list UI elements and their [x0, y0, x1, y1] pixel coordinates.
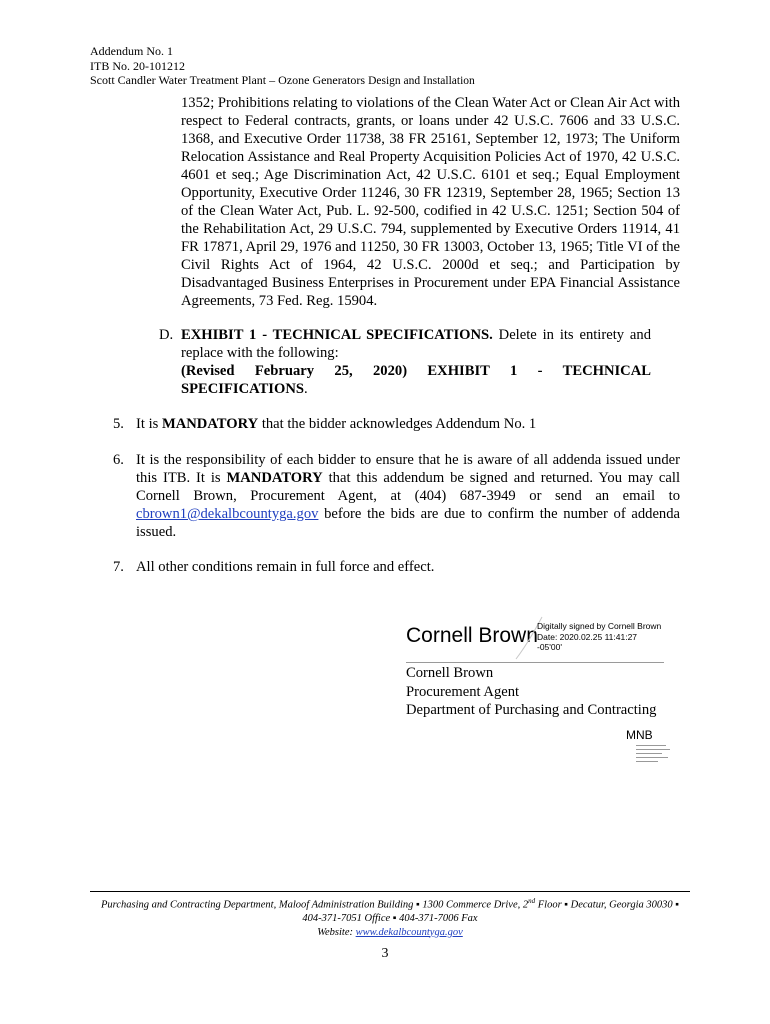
document-header — [90, 44, 475, 89]
continued-paragraph: 1352; Prohibitions relating to violations of the Clean Water Act or Clean Air Act with respect to Federal contracts, grants, or loans under 42 U.S.C. 7606 and 33 U.S.C. 1368, and Executive Order 11738, 38 FR 25161, September 12, 1973; The Uniform Relocation Assistance and Real Property Acquisition Policies Act of 1970, 42 U.S.C. 4601 et seq.; Age Discrimination Act, 42 U.S.C. 6101 et seq.; Equal Employment Opportunity, Executive Order 11246, 30 FR 12319, September 28, 1965; Section 13 of the Clean Water Act, Pub. L. 92-500, codified in 42 U.S.C. 1251; Section 504 of the Rehabilitation Act, 29 U.S.C. 794, supplemented by Executive Orders 11914, 41 FR 17871, April 29, 1976 and 11250, 30 FR 13003, October 13, 1965; Title VI of the Civil Rights Act of 1964, 42 U.S.C. 2000d et seq.; and Participation by Disadvantaged Business Enterprises in Procurement under EPA Financial Assistance Agreements, 73 Fed. Reg. 15904. — [181, 95, 680, 309]
item-6-number: 6. — [113, 452, 124, 468]
signer-block — [406, 664, 656, 720]
initials-signature-detail — [636, 745, 672, 765]
item-d-text: EXHIBIT 1 - TECHNICAL SPECIFICATIONS. Delete in its entirety and replace with the following: (Revised February 25, 2020) EXHIBIT 1 - TECHNICAL SPECIFICATIONS. — [181, 327, 651, 397]
signer-name: Cornell Brown — [406, 665, 494, 681]
page-footer — [90, 895, 690, 939]
footer-website: Website: www.dekalbcountyga.gov — [317, 926, 463, 938]
item-5-text: It is MANDATORY that the bidder acknowledges Addendum No. 1 — [136, 416, 537, 432]
email-link[interactable]: cbrown1@dekalbcountyga.gov — [136, 506, 319, 522]
itb-number: ITB No. 20-101212 — [90, 58, 185, 73]
signer-title: Procurement Agent — [406, 683, 520, 700]
item-6-text: It is the responsibility of each bidder to ensure that he is aware of all addenda issued under this ITB. It is MANDATORY that this addendum be signed and returned. You may call Cornell Brown, Procurement Agent, at (404) 687-3949 or send an email to cbrown1@dekalbcountyga.gov before the bids are due to confirm the number of addenda issued. — [136, 452, 680, 540]
initials-stamp: MNB — [626, 728, 653, 742]
footer-divider — [90, 891, 690, 892]
digital-signature-meta: Digitally signed by Cornell Brown Date: 2020.02.25 11:41:27 -05'00' — [537, 621, 662, 652]
project-title: Scott Candler Water Treatment Plant – Ozone Generators Design and Installation — [90, 73, 475, 87]
item-7-number: 7. — [113, 559, 124, 575]
item-7-text: All other conditions remain in full force and effect. — [136, 559, 435, 575]
item-d-label: D. — [159, 327, 174, 343]
addendum-number: Addendum No. 1 — [90, 44, 173, 58]
digital-signature-name: Cornell Brown — [406, 624, 538, 647]
signer-department: Department of Purchasing and Contracting — [406, 702, 657, 718]
page-number: 3 — [381, 946, 389, 961]
footer-phone: 404-371-7051 Office ▪ 404-371-7006 Fax — [302, 913, 478, 924]
footer-address: Purchasing and Contracting Department, Maloof Administration Building ▪ 1300 Commerce Drive, 2nd Floor ▪ Decatur, Georgia 30030 ▪ — [101, 897, 679, 911]
signature-line — [406, 662, 664, 663]
item-5-number: 5. — [113, 416, 124, 432]
website-link[interactable]: www.dekalbcountyga.gov — [355, 926, 463, 938]
